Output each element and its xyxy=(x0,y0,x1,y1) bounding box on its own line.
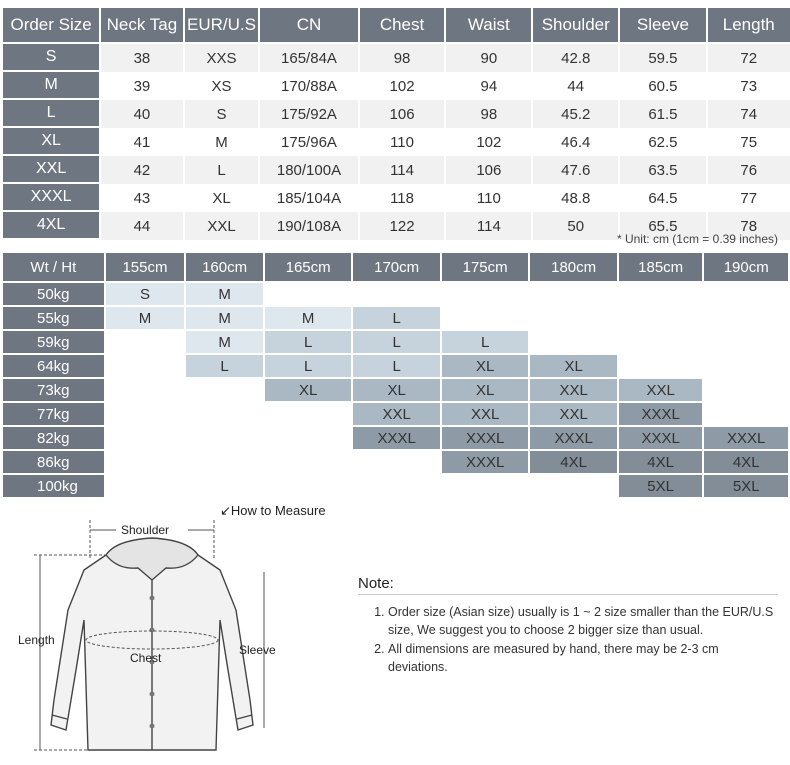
header-cell: Length xyxy=(708,8,790,44)
size-value-cell: 102 xyxy=(446,128,533,156)
recommended-size-cell: 5XL xyxy=(619,475,705,499)
recommended-size-cell: M xyxy=(265,307,354,331)
unit-note: * Unit: cm (1cm = 0.39 inches) xyxy=(616,232,778,246)
header-cell: Neck Tag xyxy=(101,8,184,44)
size-value-cell: 75 xyxy=(708,128,790,156)
recommended-size-cell: XL xyxy=(442,379,531,403)
recommended-size-cell: 4XL xyxy=(619,451,705,475)
empty-cell xyxy=(442,283,531,307)
empty-cell xyxy=(265,283,354,307)
size-value-cell: 165/84A xyxy=(260,44,359,72)
recommended-size-cell: L xyxy=(265,355,354,379)
empty-cell xyxy=(442,307,531,331)
empty-cell xyxy=(353,451,442,475)
recommended-size-cell: L xyxy=(186,355,265,379)
size-value-cell: 39 xyxy=(101,72,184,100)
recommended-size-cell: S xyxy=(106,283,187,307)
sleeve-label: Sleeve xyxy=(239,643,276,657)
recommended-size-cell: 4XL xyxy=(530,451,619,475)
size-value-cell: 44 xyxy=(101,212,184,240)
empty-cell xyxy=(704,379,790,403)
size-value-cell: 98 xyxy=(360,44,447,72)
empty-cell xyxy=(704,307,790,331)
size-value-cell: 47.6 xyxy=(533,156,620,184)
weight-row xyxy=(3,379,790,403)
weight-row xyxy=(3,427,790,451)
empty-cell xyxy=(704,331,790,355)
size-value-cell: 114 xyxy=(446,212,533,240)
height-header-cell: 155cm xyxy=(106,253,187,283)
size-value-cell: 102 xyxy=(360,72,447,100)
empty-cell xyxy=(619,307,705,331)
header-cell: CN xyxy=(260,8,359,44)
size-value-cell: 98 xyxy=(446,100,533,128)
size-value-cell: 122 xyxy=(360,212,447,240)
recommended-size-cell: XL xyxy=(353,379,442,403)
size-row xyxy=(3,156,790,184)
size-value-cell: 185/104A xyxy=(260,184,359,212)
empty-cell xyxy=(619,283,705,307)
recommended-size-cell: XXL xyxy=(530,403,619,427)
size-value-cell: 65.5 xyxy=(620,212,707,240)
order-size-cell: 4XL xyxy=(3,212,101,240)
size-value-cell: 59.5 xyxy=(620,44,707,72)
empty-cell xyxy=(265,451,354,475)
size-value-cell: 42.8 xyxy=(533,44,620,72)
height-header-cell: 185cm xyxy=(619,253,705,283)
empty-cell xyxy=(186,475,265,499)
weight-row xyxy=(3,355,790,379)
height-header-cell: 160cm xyxy=(186,253,265,283)
size-value-cell: 114 xyxy=(360,156,447,184)
header-cell: Sleeve xyxy=(620,8,707,44)
recommended-size-cell: M xyxy=(106,307,187,331)
shirt-illustration xyxy=(51,538,253,750)
size-value-cell: 73 xyxy=(708,72,790,100)
empty-cell xyxy=(704,283,790,307)
size-chart-header-row xyxy=(3,8,790,44)
size-chart-table xyxy=(3,8,790,240)
weight-cell: 77kg xyxy=(3,403,106,427)
recommended-size-cell: XXXL xyxy=(442,427,531,451)
size-value-cell: 118 xyxy=(360,184,447,212)
size-value-cell: 77 xyxy=(708,184,790,212)
empty-cell xyxy=(442,475,531,499)
size-value-cell: 175/96A xyxy=(260,128,359,156)
empty-cell xyxy=(353,283,442,307)
size-value-cell: 74 xyxy=(708,100,790,128)
empty-cell xyxy=(530,307,619,331)
shoulder-label: Shoulder xyxy=(121,523,170,537)
note-item: 2. All dimensions are measured by hand, there may be 2-3 cm deviations. xyxy=(388,640,778,676)
empty-cell xyxy=(186,379,265,403)
note-item: 1. Order size (Asian size) usually is 1 ~ 2 size smaller than the EUR/U.S size, We suggest you to choose 2 bigger size than usual. xyxy=(388,603,778,639)
size-value-cell: 76 xyxy=(708,156,790,184)
weight-cell: 55kg xyxy=(3,307,106,331)
height-header-cell: 175cm xyxy=(442,253,531,283)
empty-cell xyxy=(265,427,354,451)
recommended-size-cell: L xyxy=(442,331,531,355)
weight-cell: 86kg xyxy=(3,451,106,475)
size-value-cell: 63.5 xyxy=(620,156,707,184)
size-value-cell: 94 xyxy=(446,72,533,100)
size-value-cell: 175/92A xyxy=(260,100,359,128)
size-value-cell: 44 xyxy=(533,72,620,100)
size-value-cell: 72 xyxy=(708,44,790,72)
recommended-size-cell: XXL xyxy=(619,379,705,403)
note-section xyxy=(358,575,778,677)
empty-cell xyxy=(619,331,705,355)
recommended-size-cell: L xyxy=(353,331,442,355)
size-value-cell: 106 xyxy=(360,100,447,128)
header-cell: Chest xyxy=(360,8,447,44)
corner-cell: Wt / Ht xyxy=(3,253,106,283)
size-value-cell: 64.5 xyxy=(620,184,707,212)
size-value-cell: XXL xyxy=(185,212,261,240)
size-row xyxy=(3,184,790,212)
recommended-size-cell: L xyxy=(353,307,442,331)
size-value-cell: XXS xyxy=(185,44,261,72)
recommended-size-cell: XXXL xyxy=(619,427,705,451)
size-value-cell: 45.2 xyxy=(533,100,620,128)
empty-cell xyxy=(106,451,187,475)
recommended-size-cell: L xyxy=(353,355,442,379)
size-value-cell: S xyxy=(185,100,261,128)
height-header-cell: 190cm xyxy=(704,253,790,283)
chest-label: Chest xyxy=(130,651,162,665)
empty-cell xyxy=(530,331,619,355)
empty-cell xyxy=(704,355,790,379)
empty-cell xyxy=(265,403,354,427)
size-value-cell: M xyxy=(185,128,261,156)
header-cell: Waist xyxy=(446,8,533,44)
weight-row xyxy=(3,331,790,355)
empty-cell xyxy=(619,355,705,379)
size-value-cell: 78 xyxy=(708,212,790,240)
recommended-size-cell: XXXL xyxy=(619,403,705,427)
size-value-cell: 62.5 xyxy=(620,128,707,156)
size-row xyxy=(3,100,790,128)
recommended-size-cell: M xyxy=(186,331,265,355)
size-row xyxy=(3,72,790,100)
empty-cell xyxy=(186,427,265,451)
recommended-size-cell: XXL xyxy=(353,403,442,427)
size-value-cell: 43 xyxy=(101,184,184,212)
weight-height-table xyxy=(3,253,790,499)
weight-cell: 100kg xyxy=(3,475,106,499)
order-size-cell: XXL xyxy=(3,156,101,184)
size-value-cell: 60.5 xyxy=(620,72,707,100)
size-row xyxy=(3,128,790,156)
note-divider xyxy=(358,594,778,595)
empty-cell xyxy=(106,331,187,355)
recommended-size-cell: 5XL xyxy=(704,475,790,499)
weight-cell: 64kg xyxy=(3,355,106,379)
empty-cell xyxy=(106,379,187,403)
recommended-size-cell: XL xyxy=(530,355,619,379)
recommended-size-cell: XXXL xyxy=(442,451,531,475)
height-header-cell: 165cm xyxy=(265,253,354,283)
size-value-cell: 38 xyxy=(101,44,184,72)
empty-cell xyxy=(106,427,187,451)
header-cell: Order Size xyxy=(3,8,101,44)
size-value-cell: XS xyxy=(185,72,261,100)
how-to-measure-text: How to Measure xyxy=(230,503,326,518)
weight-row xyxy=(3,475,790,499)
size-value-cell: 110 xyxy=(446,184,533,212)
size-value-cell: 90 xyxy=(446,44,533,72)
size-value-cell: 190/108A xyxy=(260,212,359,240)
recommended-size-cell: XXXL xyxy=(704,427,790,451)
empty-cell xyxy=(186,451,265,475)
shirt-measure-diagram xyxy=(6,500,346,762)
empty-cell xyxy=(530,283,619,307)
recommended-size-cell: XL xyxy=(442,355,531,379)
weight-height-header-row xyxy=(3,253,790,283)
recommended-size-cell: XXXL xyxy=(530,427,619,451)
empty-cell xyxy=(106,403,187,427)
size-value-cell: 40 xyxy=(101,100,184,128)
header-cell: EUR/U.S xyxy=(185,8,261,44)
note-list xyxy=(358,603,778,676)
order-size-cell: XL xyxy=(3,128,101,156)
size-value-cell: 41 xyxy=(101,128,184,156)
weight-cell: 73kg xyxy=(3,379,106,403)
arrow-icon: ↙ xyxy=(220,503,231,518)
size-value-cell: 48.8 xyxy=(533,184,620,212)
size-value-cell: 180/100A xyxy=(260,156,359,184)
empty-cell xyxy=(106,355,187,379)
weight-row xyxy=(3,283,790,307)
empty-cell xyxy=(265,475,354,499)
height-header-cell: 180cm xyxy=(530,253,619,283)
recommended-size-cell: XXXL xyxy=(353,427,442,451)
size-value-cell: 170/88A xyxy=(260,72,359,100)
weight-row xyxy=(3,403,790,427)
empty-cell xyxy=(186,403,265,427)
empty-cell xyxy=(353,475,442,499)
recommended-size-cell: 4XL xyxy=(704,451,790,475)
order-size-cell: XXXL xyxy=(3,184,101,212)
order-size-cell: L xyxy=(3,100,101,128)
empty-cell xyxy=(106,475,187,499)
weight-row xyxy=(3,307,790,331)
recommended-size-cell: M xyxy=(186,307,265,331)
size-value-cell: XL xyxy=(185,184,261,212)
weight-cell: 59kg xyxy=(3,331,106,355)
size-value-cell: 42 xyxy=(101,156,184,184)
weight-row xyxy=(3,451,790,475)
order-size-cell: M xyxy=(3,72,101,100)
recommended-size-cell: L xyxy=(265,331,354,355)
size-row xyxy=(3,44,790,72)
size-value-cell: 50 xyxy=(533,212,620,240)
size-value-cell: L xyxy=(185,156,261,184)
header-cell: Shoulder xyxy=(533,8,620,44)
order-size-cell: S xyxy=(3,44,101,72)
recommended-size-cell: XL xyxy=(265,379,354,403)
size-value-cell: 106 xyxy=(446,156,533,184)
empty-cell xyxy=(704,403,790,427)
recommended-size-cell: XXL xyxy=(442,403,531,427)
height-header-cell: 170cm xyxy=(353,253,442,283)
note-title: Note: xyxy=(358,575,394,592)
weight-cell: 82kg xyxy=(3,427,106,451)
recommended-size-cell: XXL xyxy=(530,379,619,403)
recommended-size-cell: M xyxy=(186,283,265,307)
size-value-cell: 46.4 xyxy=(533,128,620,156)
weight-cell: 50kg xyxy=(3,283,106,307)
empty-cell xyxy=(530,475,619,499)
size-value-cell: 61.5 xyxy=(620,100,707,128)
size-value-cell: 110 xyxy=(360,128,447,156)
length-label: Length xyxy=(18,633,55,647)
